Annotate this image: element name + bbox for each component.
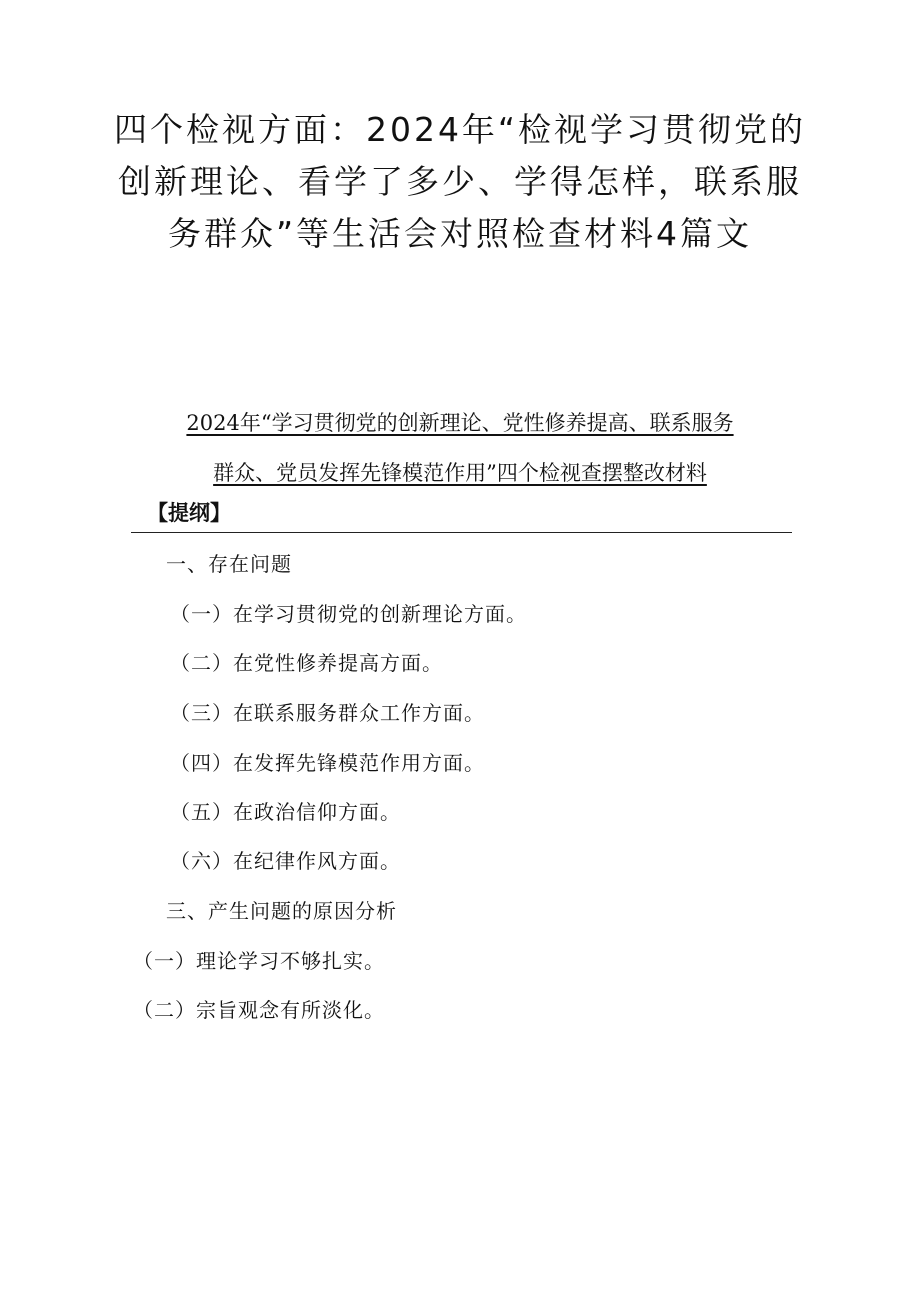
- list-item: （五）在政治信仰方面。: [170, 800, 401, 824]
- subtitle-line-2: 群众、党员发挥先锋模范作用”四个检视查摆整改材料: [213, 461, 707, 485]
- list-item: （六）在纪律作风方面。: [170, 849, 401, 873]
- list-item: （三）在联系服务群众工作方面。: [170, 701, 485, 725]
- outline-label: 【提纲】: [147, 501, 231, 525]
- title-line-2: 创新理论、看学了多少、学得怎样，联系服: [118, 162, 802, 201]
- document-title: [0, 104, 920, 260]
- subtitle-line-1: 2024年“学习贯彻党的创新理论、党性修养提高、联系服务: [186, 411, 734, 435]
- list-item: （一）理论学习不够扎实。: [133, 949, 385, 973]
- list-item: （一）在学习贯彻党的创新理论方面。: [170, 602, 527, 626]
- section-heading-causes: 三、产生问题的原因分析: [166, 899, 397, 923]
- divider-line: [131, 532, 792, 533]
- title-line-1: 四个检视方面：2024年“检视学习贯彻党的: [113, 110, 807, 149]
- list-item: （二）宗旨观念有所淡化。: [133, 998, 385, 1022]
- list-item: （四）在发挥先锋模范作用方面。: [170, 751, 485, 775]
- title-line-3: 务群众”等生活会对照检查材料4篇文: [167, 214, 753, 253]
- list-item: （二）在党性修养提高方面。: [170, 651, 443, 675]
- document-subtitle: [0, 398, 920, 498]
- section-heading-problems: 一、存在问题: [166, 552, 292, 576]
